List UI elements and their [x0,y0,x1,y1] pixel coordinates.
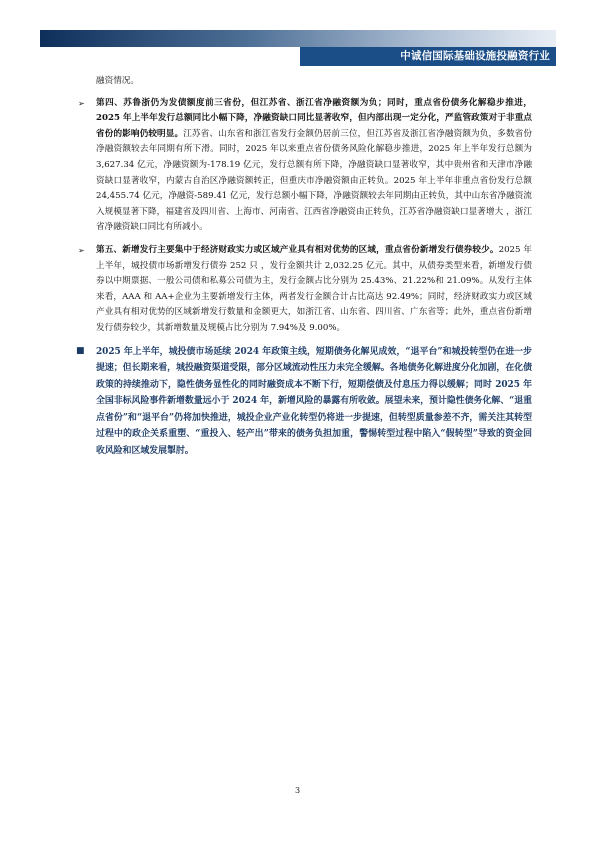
page-number: 3 [294,786,301,795]
lead-text: 融资情况。 [96,76,139,86]
bullet-heading: 第四、苏鲁浙仍为发债额度前三省份，但江苏省、浙江省净融资额为负；同时，重点省份债务化解稳步推进，2025 年上半年发行总额同比小幅下降，净融资缺口同比显著收窄，但内部出现一定分化，严监管政策对于非重点省份的影响仍较明显。 [96,97,532,139]
bullet-body: 2025 年上半年，城投债市场新增发行债券 252 只 ，发行金额共计 2,032.25 亿元。其中，从债券类型来看，新增发行债券以中期票据、一般公司债和私募公司债为主，发行金额占比分别为 25.43%、21.22%和 21.09%。从发行主体来看，AAA 和 AA+企业为主要新增发行主体，两者发行金额合计占比高达 92.49%；同时，经济财政实力或区域产业具有相对优势的区域新增发行数量和金额更大，如浙江省、山东省、四川省、广东省等；此外，重点省份新增发行债券较少，其新增数量及规模占比分别为 7.94%及 9.00%。 [96,244,532,333]
header-title: 中诚信国际基础设施投融资行业 [300,47,556,66]
bullet-item-fifth [76,243,532,337]
summary-paragraph [76,344,532,460]
bullet-item-fourth [76,96,532,236]
summary-text: 2025 年上半年，城投债市场延续 2024 年政策主线，短期债务化解见成效，“退平台”和城投转型仍在进一步提速；但长期来看，城投融资渠道受限，部分区域流动性压力未完全缓解。各地债务化解进度分化加剧，在化债政策的持续推动下，隐性债务显性化的同时融资成本不断下行，短期偿债及付息压力得以缓解；同时 2025 年全国非标风险事件新增数量远小于 2024 年，新增风险的暴露有所收敛。展望未来，预计隐性债务化解、“退重点省份”和“退平台”仍将加快推进，城投企业产业化转型仍将进一步提速，但转型质量参差不齐，需关注其转型过程中的政企关系重塑、“重投入、轻产出”带来的债务负担加重，警惕转型过程中陷入“假转型”导致的资金回收风险和区域发展掣肘。 [96,346,532,457]
arrow-bullet-icon: ➢ [78,245,85,255]
bullet-body: 江苏省、山东省和浙江省发行金额仍居前三位，但江苏省及浙江省净融资额为负，多数省份净融资额较去年同期有所下滑。同时，2025 年以来重点省份债务风险化解稳步推进，2025 年上半年发行总额为 3,627.34 亿元，净融资额为-178.19 亿元，发行总额有所下降，净融资缺口显著收窄，其中贵州省和天津市净融资缺口显著收窄，内蒙古自治区净融资额转正，但重庆市净融资额由正转负。2025 年上半年非重点省份发行总额 24,455.74 亿元，净融资-589.41 亿元，发行总额小幅下降，净融资额较去年同期由正转负，其中山东省净融资流入规模显著下降，福建省及四川省、上海市、河南省、江西省净融资由正转负，江苏省净融资缺口显著增大 ，浙江省净融资缺口同比有所减小。 [96,128,532,233]
bullet-heading: 第五、新增发行主要集中于经济财政实力或区域产业具有相对优势的区域，重点省份新增发行债券较少。 [96,244,499,255]
square-bullet-icon: ■ [76,345,85,356]
arrow-bullet-icon: ➢ [78,98,85,108]
header-band [40,30,556,47]
page-content [76,74,532,460]
